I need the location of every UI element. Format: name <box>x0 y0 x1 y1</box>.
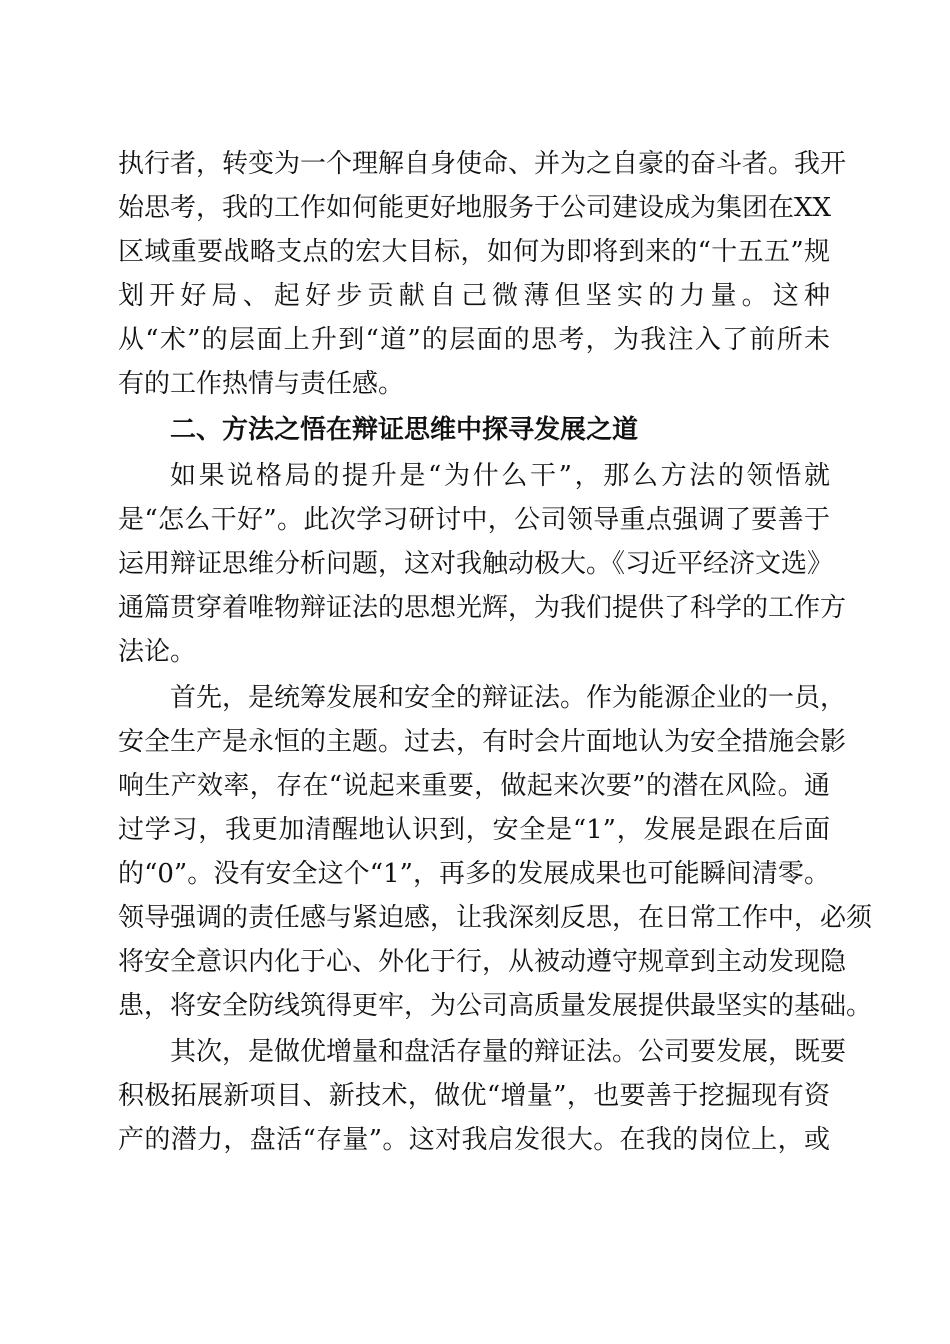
text-line: 是“怎么干好”。此次学习研讨中，公司领导重点强调了要善于 <box>118 505 830 535</box>
text-line: 患，将安全防线筑得更牢，为公司高质量发展提供最坚实的基础。 <box>118 991 873 1021</box>
text-line: 积极拓展新项目、新技术，做优“增量”，也要善于挖掘现有资 <box>118 1081 830 1111</box>
text-line: 领导强调的责任感与紧迫感，让我深刻反思，在日常工作中，必须 <box>118 903 873 933</box>
text-line: 安全生产是永恒的主题。过去，有时会片面地认为安全措施会影 <box>118 727 847 757</box>
text-line: 将安全意识内化于心、外化于行，从被动遵守规章到主动发现隐 <box>118 947 847 977</box>
text-line: 产的潜力，盘活“存量”。这对我启发很大。在我的岗位上，或 <box>118 1125 830 1155</box>
text-line: 运用辩证思维分析问题，这对我触动极大。《习近平经济文选》 <box>118 549 834 579</box>
text-line: 始思考，我的工作如何能更好地服务于公司建设成为集团在XX <box>118 193 832 223</box>
text-line: 从“术”的层面上升到“道”的层面的思考，为我注入了前所未 <box>118 325 830 355</box>
text-line: 首先，是统筹发展和安全的辩证法。作为能源企业的一员， <box>170 683 847 713</box>
text-line: 其次，是做优增量和盘活存量的辩证法。公司要发展，既要 <box>170 1037 847 1067</box>
text-line: 有的工作热情与责任感。 <box>118 369 405 399</box>
text-line: 响生产效率，存在“说起来重要，做起来次要”的潜在风险。通 <box>118 771 830 801</box>
text-line: 法论。 <box>118 637 197 667</box>
text-line: 区域重要战略支点的宏大目标，如何为即将到来的“十五五”规 <box>118 237 830 267</box>
text-line: 执行者，转变为一个理解自身使命、并为之自豪的奋斗者。我开 <box>118 149 847 179</box>
text-line: 如果说格局的提升是“为什么干”，那么方法的领悟就 <box>170 461 830 491</box>
text-line: 过学习，我更加清醒地认识到，安全是“1”，发展是跟在后面 <box>118 815 830 845</box>
text-line: 划开好局、起好步贡献自己微薄但坚实的力量。这种 <box>118 281 830 311</box>
text-line: 通篇贯穿着唯物辩证法的思想光辉，为我们提供了科学的工作方 <box>118 593 847 623</box>
section-heading: 二、方法之悟在辩证思维中探寻发展之道 <box>170 415 639 445</box>
text-line: 的“0”。没有安全这个“1”，再多的发展成果也可能瞬间清零。 <box>118 859 830 889</box>
